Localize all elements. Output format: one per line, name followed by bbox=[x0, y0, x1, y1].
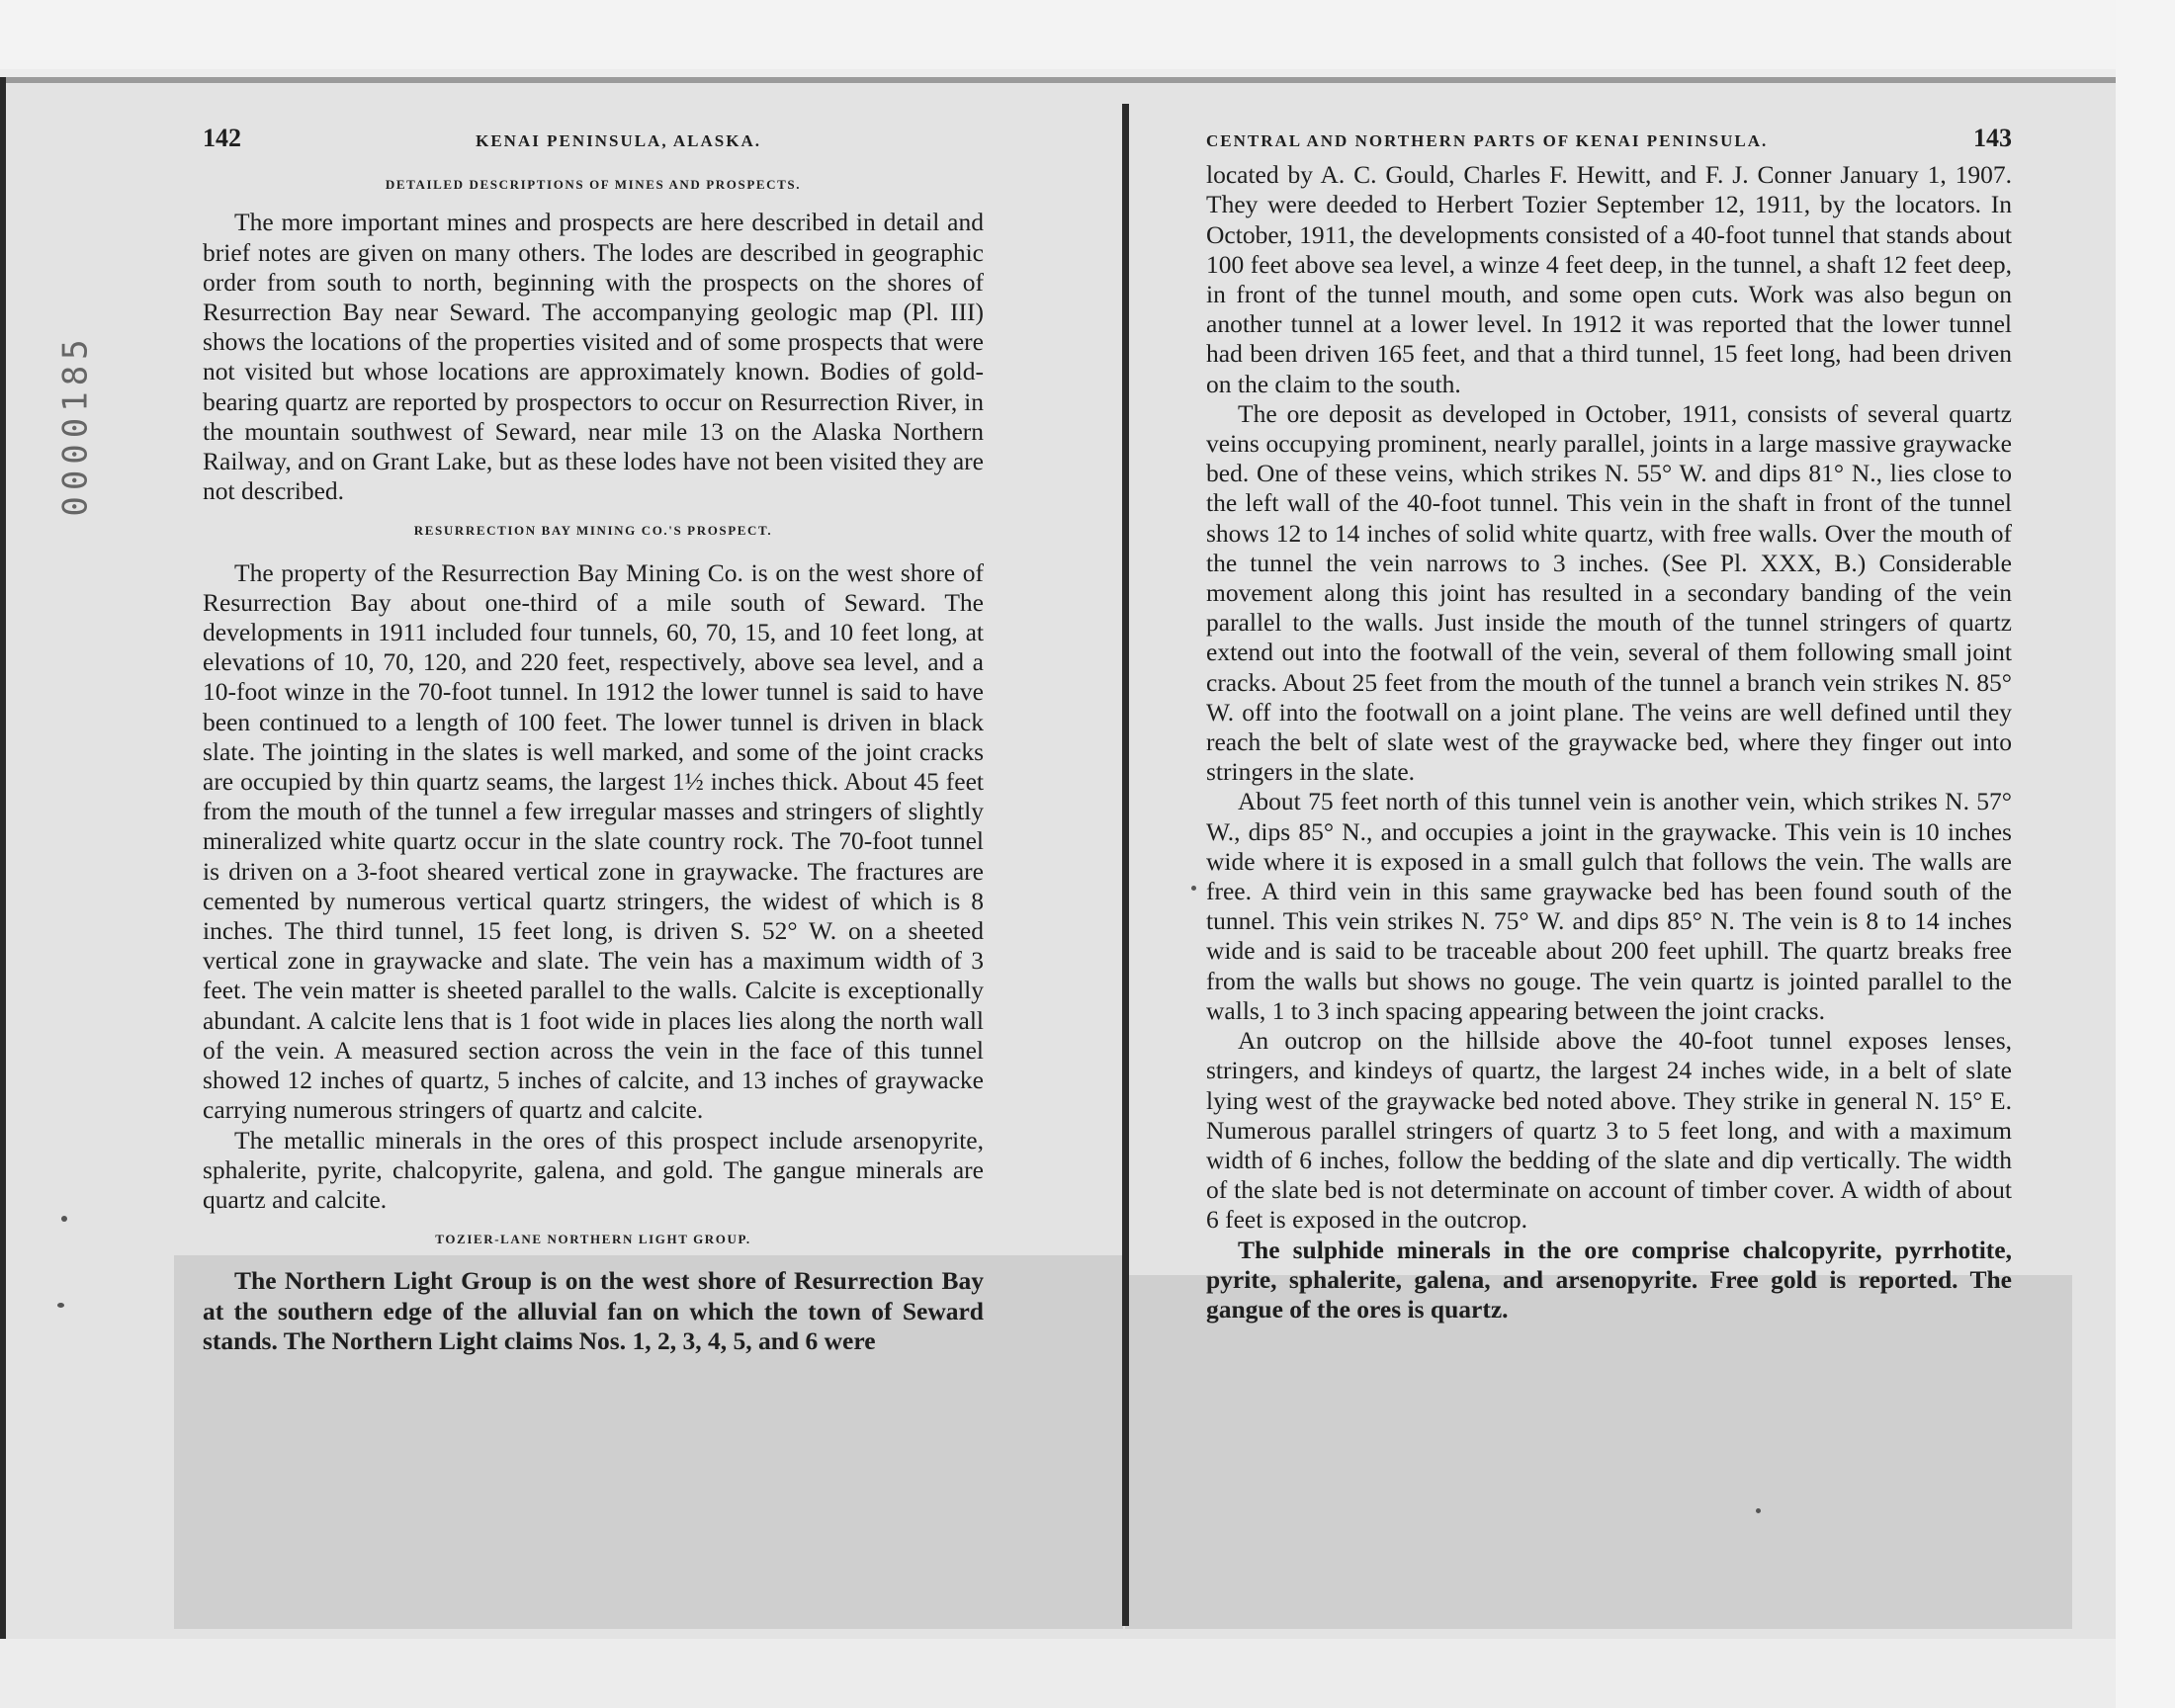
scan-speck bbox=[61, 1216, 67, 1222]
scan-shading-right bbox=[1125, 1275, 2072, 1629]
left-page-number: 142 bbox=[203, 124, 241, 152]
scan-top-margin bbox=[0, 0, 2175, 69]
left-page bbox=[203, 124, 984, 1356]
scan-speck bbox=[1756, 1508, 1761, 1513]
intro-paragraph: The more important mines and prospects are here described in detail and brief notes are given on many others. The lodes are described in geographic order from south to north, beginning with the prospects on the shores of Resurrection Bay near Seward. The accompanying geologic map (Pl. III) shows the locations of the properties visited and of some prospects that were not visited but whose locations are approximately known. Bodies of gold-bearing quartz are reported by prospectors to occur on Resurrection River, in the mountain southwest of Seward, near mile 13 on the Alaska Northern Railway, and on Grant Lake, but as these lodes have not been visited they are not described. bbox=[203, 208, 984, 506]
scan-speck bbox=[1191, 886, 1196, 891]
tozier-paragraph: The Northern Light Group is on the west shore of Resurrection Bay at the southern edge of the alluvial fan on which the town of Seward stands. The Northern Light claims Nos. 1, 2, 3, 4, 5, and 6 were bbox=[203, 1266, 984, 1355]
outcrop-paragraph: An outcrop on the hillside above the 40-foot tunnel exposes lenses, stringers, and kindeys of quartz, the largest 24 inches wide, in a belt of slate lying west of the graywacke bed noted above. They strike in general N. 15° E. Numerous parallel stringers of quartz 3 to 5 feet long, and with a maximum width of 6 inches, follow the bedding of the slate and dip vertically. The width of the slate bed is not determinate on account of timber cover. A width of about 6 feet is exposed in the outcrop. bbox=[1206, 1026, 2012, 1235]
book-gutter bbox=[1122, 104, 1129, 1626]
margin-stamp bbox=[51, 316, 101, 534]
resurrection-bay-heading: RESURRECTION BAY MINING CO.'S PROSPECT. bbox=[413, 523, 773, 539]
scan-right-margin bbox=[2116, 0, 2175, 1708]
tozier-lane-heading: TOZIER-LANE NORTHERN LIGHT GROUP. bbox=[435, 1232, 751, 1247]
right-running-title: CENTRAL AND NORTHERN PARTS OF KENAI PENINSULA. bbox=[1206, 131, 1769, 150]
margin-stamp-text: 0000185 bbox=[56, 333, 97, 517]
resurrection-paragraph-2: The metallic minerals in the ores of this prospect include arsenopyrite, sphalerite, pyrite, chalcopyrite, galena, and gold. The gangue minerals are quartz and calcite. bbox=[203, 1125, 984, 1214]
continued-paragraph: located by A. C. Gould, Charles F. Hewitt, and F. J. Conner January 1, 1907. They were deeded to Herbert Tozier September 12, 1911, by the locators. In October, 1911, the developments consisted of a 40-foot tunnel that stands about 100 feet above sea level, a winze 4 feet deep, in the tunnel, a shaft 12 feet deep, in front of the tunnel mouth, and some open cuts. Work was also begun on another tunnel at a lower level. In 1912 it was reported that the lower tunnel had been driven 165 feet, and that a third tunnel, 15 feet long, had been driven on the claim to the south. bbox=[1206, 160, 2012, 398]
right-page-number: 143 bbox=[1973, 124, 2012, 152]
left-running-head bbox=[203, 124, 984, 156]
resurrection-paragraph-1: The property of the Resurrection Bay Mining Co. is on the west shore of Resurrection Bay about one-third of a mile south of Seward. The developments in 1911 included four tunnels, 60, 70, 15, and 10 feet long, at elevations of 10, 70, 120, and 220 feet, respectively, above sea level, and a 10-foot winze in the 70-foot tunnel. In 1912 the lower tunnel is said to have been continued to a length of 100 feet. The lower tunnel is driven in black slate. The jointing in the slates is well marked, and some of the joint cracks are occupied by thin quartz seams, the largest 1½ inches thick. About 45 feet from the mouth of the tunnel a few irregular masses and stringers of slightly mineralized white quartz occur in the slate country rock. The 70-foot tunnel is driven on a 3-foot sheared vertical zone in graywacke. The fractures are cemented by numerous vertical quartz stringers, the widest of which is 8 inches. The third tunnel, 15 feet long, is driven S. 52° W. on a sheeted vertical zone in graywacke and slate. The vein has a maximum width of 3 feet. The vein matter is sheeted parallel to the walls. Calcite is exceptionally abundant. A calcite lens that is 1 foot wide in places lies along the north wall of the vein. A measured section across the vein in the face of this tunnel showed 12 inches of quartz, 5 inches of calcite, and 13 inches of graywacke carrying numerous stringers of quartz and calcite. bbox=[203, 557, 984, 1125]
scan-speck bbox=[57, 1303, 64, 1308]
right-page bbox=[1206, 124, 2012, 1324]
north-vein-paragraph: About 75 feet north of this tunnel vein is another vein, which strikes N. 57° W., dips 85° N., and occupies a joint in the graywacke. This vein is 10 inches wide where it is exposed in a small gulch that follows the vein. The walls are free. A third vein in this same graywacke bed has been found south of the tunnel. This vein strikes N. 75° W. and dips 85° N. The vein is 8 to 14 inches wide and is said to be traceable about 200 feet uphill. The quartz breaks free from the walls but shows no gouge. The vein quartz is jointed parallel to the walls, 1 to 3 inch spacing appearing between the joint cracks. bbox=[1206, 787, 2012, 1025]
sulphide-paragraph: The sulphide minerals in the ore comprise chalcopyrite, pyrrhotite, pyrite, sphalerite, galena, and arsenopyrite. Free gold is reported. The gangue of the ores is quartz. bbox=[1206, 1235, 2012, 1324]
detailed-descriptions-heading: DETAILED DESCRIPTIONS OF MINES AND PROSPECTS. bbox=[385, 177, 802, 193]
left-running-title: KENAI PENINSULA, ALASKA. bbox=[476, 131, 761, 150]
right-running-head bbox=[1206, 124, 2012, 156]
ore-deposit-paragraph: The ore deposit as developed in October, 1911, consists of several quartz veins occupying prominent, nearly parallel, joints in a large massive graywacke bed. One of these veins, which strikes N. 55° W. and dips 81° N., lies close to the left wall of the 40-foot tunnel. This vein in the shaft in front of the tunnel shows 12 to 14 inches of solid white quartz, with free walls. Over the mouth of the tunnel the vein narrows to 3 inches. (See Pl. XXX, B.) Considerable movement along this joint has resulted in a secondary banding of the vein parallel to the walls. Just inside the mouth of the tunnel stringers of quartz extend out into the footwall of the vein, several of them following small joint cracks. About 25 feet from the mouth of the tunnel a branch vein strikes N. 85° W. off into the footwall on a joint plane. The veins are well defined until they reach the belt of slate west of the graywacke bed, where they finger out into stringers in the slate. bbox=[1206, 398, 2012, 787]
